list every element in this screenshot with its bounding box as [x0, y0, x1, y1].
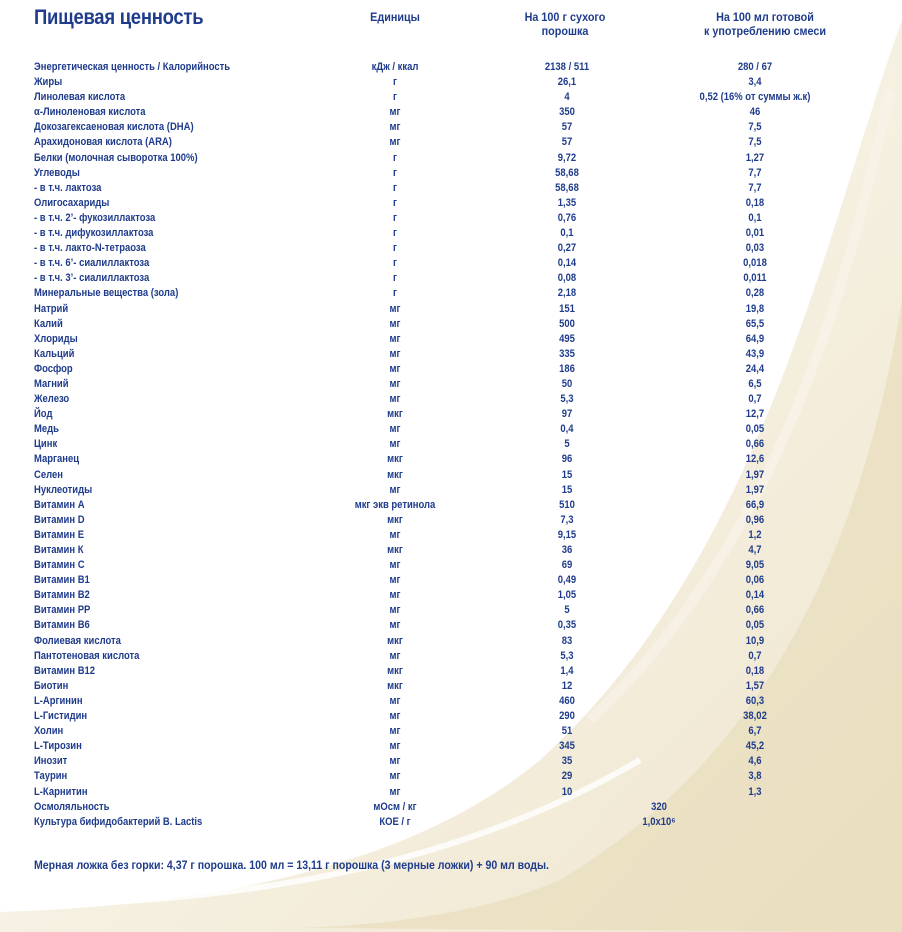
value-per-100ml-ready: 60,3: [745, 694, 765, 707]
nutrient-name: Фосфор: [34, 362, 73, 375]
value-per-100g-dry: 9,15: [557, 528, 577, 541]
nutrient-unit: г: [393, 76, 397, 89]
nutrient-name: Хлориды: [34, 332, 78, 345]
value-per-100ml-ready: 0,28: [745, 287, 765, 300]
value-per-100ml-ready: 1,97: [745, 468, 765, 481]
nutrient-name: Витамин В2: [34, 589, 90, 602]
value-per-100g-dry: 83: [561, 634, 573, 647]
value-per-100g-dry: 335: [559, 347, 575, 360]
value-per-100ml-ready: 45,2: [745, 740, 765, 753]
nutrient-name: Марганец: [34, 453, 80, 466]
nutrient-name: - в т.ч. лакто-N-тетраоза: [34, 242, 146, 255]
value-per-100g-dry: 290: [559, 710, 575, 723]
nutrient-unit: мг: [389, 106, 401, 119]
table-row: [34, 271, 854, 286]
table-row: [34, 498, 854, 513]
nutrient-unit: г: [393, 166, 397, 179]
value-per-100ml-ready: 1,27: [745, 151, 765, 164]
value-per-100ml-ready: 12,7: [745, 408, 765, 421]
nutrition-table: [34, 60, 854, 830]
nutrient-name: L-Тирозин: [34, 740, 82, 753]
table-row: [34, 513, 854, 528]
value-per-100g-dry: 35: [561, 755, 573, 768]
value-per-100ml-ready: 0,18: [745, 664, 765, 677]
table-row: [34, 739, 854, 754]
nutrient-unit: мг: [389, 619, 401, 632]
nutrient-unit: мг: [389, 528, 401, 541]
value-per-100g-dry: 57: [561, 121, 573, 134]
nutrient-unit: мкг: [387, 408, 403, 421]
page-title: Пищевая ценность: [34, 6, 204, 29]
dry-header-line1: На 100 г сухого: [524, 10, 606, 24]
value-per-100g-dry: 10: [561, 785, 573, 798]
table-row: [34, 347, 854, 362]
nutrient-unit: мг: [389, 438, 401, 451]
table-row: [34, 528, 854, 543]
nutrient-name: Жиры: [34, 76, 63, 89]
table-row: [34, 769, 854, 784]
value-per-100ml-ready: 0,011: [743, 272, 767, 285]
nutrient-name: Арахидоновая кислота (ARA): [34, 136, 172, 149]
table-row: [34, 694, 854, 709]
table-row: [34, 377, 854, 392]
value-per-100ml-ready: 12,6: [745, 453, 765, 466]
value-per-100g-dry: 151: [559, 302, 575, 315]
table-row: [34, 105, 854, 120]
dry-header-line2: порошка: [541, 24, 589, 38]
nutrient-unit: мг: [389, 423, 401, 436]
nutrient-name: - в т.ч. лактоза: [34, 181, 102, 194]
value-per-100ml-ready: 1,3: [748, 785, 762, 798]
table-row: [34, 452, 854, 467]
nutrient-unit: мг: [389, 694, 401, 707]
value-per-100g-dry: 1,4: [560, 664, 574, 677]
value-per-100g-dry: 9,72: [557, 151, 577, 164]
value-per-100ml-ready: 64,9: [745, 332, 765, 345]
table-row: [34, 226, 854, 241]
nutrient-name: Йод: [34, 408, 53, 421]
nutrient-unit: мг: [389, 559, 401, 572]
value-per-100g-dry: 500: [559, 317, 575, 330]
table-row: [34, 75, 854, 90]
value-per-100ml-ready: 0,66: [745, 604, 765, 617]
value-per-100g-dry: 0,27: [557, 242, 577, 255]
value-per-100g-dry: 50: [561, 377, 573, 390]
value-per-100ml-ready: 66,9: [745, 498, 765, 511]
value-per-100ml-ready: 4,7: [748, 544, 762, 556]
nutrient-unit: г: [393, 181, 397, 194]
scoop-footnote: Мерная ложка без горки: 4,37 г порошка. 100 мл = 13,11 г порошка (3 мерные ложки) + 90 мл воды.: [34, 858, 549, 872]
nutrient-name: - в т.ч. 2’- фукозиллактоза: [34, 211, 156, 224]
nutrient-unit: мкг: [387, 513, 403, 526]
nutrient-unit: мг: [389, 604, 401, 617]
nutrient-name: Кальций: [34, 347, 75, 360]
nutrient-unit: мг: [389, 332, 401, 345]
nutrient-unit: г: [393, 91, 397, 104]
value-per-100ml-ready: 7,5: [748, 121, 762, 134]
value-per-100ml-ready: 0,01: [745, 227, 765, 240]
nutrient-name: L-Карнитин: [34, 785, 88, 798]
nutrient-unit: мг: [389, 317, 401, 330]
nutrient-unit: мг: [389, 377, 401, 390]
nutrient-unit: мг: [389, 649, 401, 662]
nutrient-name: Белки (молочная сыворотка 100%): [34, 151, 198, 164]
value-per-100ml-ready: 7,7: [748, 181, 762, 194]
value-per-100ml-ready: 0,05: [745, 423, 765, 436]
table-row: [34, 588, 854, 603]
value-per-100ml-ready: 0,7: [748, 393, 762, 406]
column-header-ready: [689, 10, 842, 38]
table-row: [34, 135, 854, 150]
table-row: [34, 649, 854, 664]
table-row: [34, 800, 854, 815]
value-per-100ml-ready: 9,05: [745, 559, 765, 572]
table-row: [34, 407, 854, 422]
nutrient-name: Минеральные вещества (зола): [34, 287, 179, 300]
table-row: [34, 483, 854, 498]
nutrient-name: Витамин В1: [34, 574, 90, 587]
nutrient-name: Витамин РР: [34, 604, 91, 617]
value-per-100g-dry: 345: [559, 740, 575, 753]
nutrient-name: Витамин Е: [34, 528, 85, 541]
table-row: [34, 241, 854, 256]
nutrient-name: L-Гистидин: [34, 710, 88, 723]
value-per-100ml-ready: 24,4: [745, 362, 765, 375]
nutrient-unit: мг: [389, 785, 401, 798]
value-per-100ml-ready: 19,8: [745, 302, 765, 315]
nutrient-unit: кДж / ккал: [371, 61, 419, 73]
value-per-100ml-ready: 3,4: [748, 76, 762, 89]
nutrient-name: α-Линоленовая кислота: [34, 106, 146, 119]
value-per-100ml-ready: 0,18: [745, 196, 765, 209]
value-per-100g-dry: 15: [561, 468, 573, 481]
nutrient-unit: мкг: [387, 468, 403, 481]
table-row: [34, 618, 854, 633]
nutrient-unit: мг: [389, 755, 401, 768]
value-per-100ml-ready: 38,02: [743, 710, 767, 723]
column-header-units: [359, 10, 431, 24]
value-per-100ml-ready: 0,66: [745, 438, 765, 451]
nutrient-unit: г: [393, 242, 397, 255]
table-row: [34, 302, 854, 317]
nutrient-unit: мг: [389, 362, 401, 375]
value-per-100g-dry: 0,14: [557, 257, 577, 270]
table-row: [34, 392, 854, 407]
value-per-100g-dry: 5,3: [560, 393, 574, 406]
nutrient-name: Витамин С: [34, 559, 85, 572]
nutrient-unit: мОсм / кг: [373, 800, 417, 813]
nutrient-unit: г: [393, 211, 397, 224]
ready-header-line1: На 100 мл готовой: [716, 10, 814, 24]
nutrient-unit: мг: [389, 770, 401, 783]
value-per-100ml-ready: 0,05: [745, 619, 765, 632]
table-row: [34, 573, 854, 588]
table-row: [34, 90, 854, 105]
table-row: [34, 60, 854, 75]
table-row: [34, 286, 854, 301]
nutrient-unit: мг: [389, 710, 401, 723]
nutrient-name: Линолевая кислота: [34, 91, 126, 104]
nutrient-name: Витамин В6: [34, 619, 90, 632]
nutrient-name: Олигосахариды: [34, 196, 110, 209]
value-per-100g-dry: 1,35: [557, 196, 577, 209]
table-row: [34, 558, 854, 573]
value-per-100g-dry: 460: [559, 694, 575, 707]
nutrient-unit: мкг: [387, 634, 403, 647]
nutrient-unit: г: [393, 272, 397, 285]
table-row: [34, 317, 854, 332]
column-header-dry: [507, 10, 624, 38]
table-row: [34, 181, 854, 196]
value-per-100g-dry: 2138 / 511: [544, 61, 590, 73]
ready-header-line2: к употреблению смеси: [703, 24, 827, 38]
value-per-100ml-ready: 0,03: [745, 242, 765, 255]
units-header-label: Единицы: [370, 10, 420, 24]
nutrient-name: Витамин В12: [34, 664, 96, 677]
nutrient-unit: мг: [389, 136, 401, 149]
table-row: [34, 664, 854, 679]
value-per-100g-dry: 495: [559, 332, 575, 345]
value-per-100ml-ready: 1,97: [745, 483, 765, 496]
value-per-100ml-ready: 6,7: [748, 725, 762, 738]
nutrient-unit: мг: [389, 589, 401, 602]
nutrient-unit: г: [393, 287, 397, 300]
nutrient-unit: мг: [389, 740, 401, 753]
value-per-100g-dry: 510: [559, 498, 575, 511]
value-per-100g-dry: 58,68: [555, 166, 579, 179]
nutrient-name: Докозагексаеновая кислота (DHA): [34, 121, 194, 134]
table-row: [34, 724, 854, 739]
table-row: [34, 437, 854, 452]
table-row: [34, 362, 854, 377]
nutrient-value: 1,0x10⁶: [642, 815, 676, 828]
nutrient-unit: мг: [389, 574, 401, 587]
value-per-100g-dry: 2,18: [557, 287, 577, 300]
nutrient-name: Железо: [34, 393, 70, 406]
nutrient-unit: мкг экв ретинола: [354, 498, 436, 511]
value-per-100ml-ready: 0,018: [743, 257, 767, 270]
table-row: [34, 332, 854, 347]
value-per-100g-dry: 1,05: [557, 589, 577, 602]
nutrient-name: - в т.ч. 3’- сиалиллактоза: [34, 272, 150, 285]
value-per-100g-dry: 0,4: [560, 423, 574, 436]
value-per-100ml-ready: 7,7: [748, 166, 762, 179]
value-per-100ml-ready: 0,7: [748, 649, 762, 662]
nutrient-name: Таурин: [34, 770, 68, 783]
nutrient-name: Витамин А: [34, 498, 85, 511]
value-per-100g-dry: 5: [564, 438, 570, 451]
nutrient-name: Калий: [34, 317, 63, 330]
nutrient-name: L-Аргинин: [34, 694, 83, 707]
nutrient-name: Натрий: [34, 302, 69, 315]
table-row: [34, 120, 854, 135]
value-per-100ml-ready: 46: [749, 106, 761, 119]
nutrient-name: Осмоляльность: [34, 800, 110, 813]
table-row: [34, 211, 854, 226]
value-per-100g-dry: 0,1: [560, 227, 574, 240]
nutrient-name: - в т.ч. дифукозиллактоза: [34, 227, 154, 240]
table-row: [34, 196, 854, 211]
value-per-100g-dry: 12: [561, 679, 573, 692]
nutrient-name: Медь: [34, 423, 59, 436]
nutrient-name: Селен: [34, 468, 63, 481]
value-per-100ml-ready: 0,96: [745, 513, 765, 526]
table-row: [34, 709, 854, 724]
nutrient-name: Фолиевая кислота: [34, 634, 121, 647]
value-per-100g-dry: 69: [561, 559, 573, 572]
nutrient-name: Пантотеновая кислота: [34, 649, 140, 662]
value-per-100g-dry: 0,08: [557, 272, 577, 285]
value-per-100g-dry: 57: [561, 136, 573, 149]
nutrient-value: 320: [651, 800, 667, 813]
value-per-100ml-ready: 0,1: [748, 211, 762, 224]
table-row: [34, 815, 854, 830]
value-per-100ml-ready: 0,06: [745, 574, 765, 587]
nutrient-name: Нуклеотиды: [34, 483, 93, 496]
table-row: [34, 543, 854, 558]
nutrient-unit: мг: [389, 393, 401, 406]
value-per-100ml-ready: 280 / 67: [737, 61, 773, 73]
nutrient-name: Цинк: [34, 438, 58, 451]
table-row: [34, 422, 854, 437]
value-per-100g-dry: 0,49: [557, 574, 577, 587]
value-per-100g-dry: 15: [561, 483, 573, 496]
value-per-100g-dry: 5: [564, 604, 570, 617]
nutrient-unit: г: [393, 227, 397, 240]
nutrient-unit: мг: [389, 483, 401, 496]
value-per-100g-dry: 4: [564, 91, 570, 104]
nutrient-unit: мг: [389, 121, 401, 134]
table-row: [34, 785, 854, 800]
value-per-100g-dry: 5,3: [560, 649, 574, 662]
value-per-100g-dry: 186: [559, 362, 575, 375]
value-per-100ml-ready: 10,9: [745, 634, 765, 647]
value-per-100ml-ready: 6,5: [748, 377, 762, 390]
nutrient-unit: мг: [389, 725, 401, 738]
value-per-100g-dry: 7,3: [560, 513, 574, 526]
value-per-100ml-ready: 3,8: [748, 770, 762, 783]
nutrient-unit: г: [393, 196, 397, 209]
value-per-100ml-ready: 1,2: [748, 528, 762, 541]
value-per-100ml-ready: 1,57: [745, 679, 765, 692]
nutrient-name: Углеводы: [34, 166, 80, 179]
value-per-100g-dry: 96: [561, 453, 573, 466]
nutrient-name: Холин: [34, 725, 64, 738]
nutrient-unit: мкг: [387, 664, 403, 677]
value-per-100g-dry: 0,76: [557, 211, 577, 224]
nutrient-unit: КОЕ / г: [379, 815, 411, 828]
nutrient-name: Биотин: [34, 679, 69, 692]
table-row: [34, 679, 854, 694]
value-per-100g-dry: 0,35: [557, 619, 577, 632]
nutrient-name: Магний: [34, 377, 69, 390]
table-row: [34, 754, 854, 769]
value-per-100ml-ready: 0,14: [745, 589, 765, 602]
value-per-100g-dry: 350: [559, 106, 575, 119]
value-per-100g-dry: 97: [561, 408, 573, 421]
value-per-100ml-ready: 4,6: [748, 755, 762, 768]
table-row: [34, 256, 854, 271]
nutrient-unit: г: [393, 257, 397, 270]
value-per-100ml-ready: 43,9: [745, 347, 765, 360]
nutrient-unit: мкг: [387, 453, 403, 466]
nutrient-name: Витамин К: [34, 544, 84, 556]
table-row: [34, 468, 854, 483]
value-per-100g-dry: 58,68: [555, 181, 579, 194]
nutrient-name: Витамин D: [34, 513, 85, 526]
value-per-100g-dry: 26,1: [557, 76, 577, 89]
value-per-100ml-ready: 0,52 (16% от суммы ж.к): [699, 91, 811, 104]
table-row: [34, 166, 854, 181]
nutrient-name: Инозит: [34, 755, 68, 768]
value-per-100g-dry: 29: [561, 770, 573, 783]
nutrient-unit: мкг: [387, 544, 403, 556]
value-per-100ml-ready: 7,5: [748, 136, 762, 149]
nutrient-unit: мкг: [387, 679, 403, 692]
nutrient-unit: мг: [389, 302, 401, 315]
table-row: [34, 603, 854, 618]
value-per-100g-dry: 51: [561, 725, 573, 738]
value-per-100g-dry: 36: [561, 544, 573, 556]
nutrient-name: Культура бифидобактерий B. Lactis: [34, 815, 203, 828]
nutrient-name: Энергетическая ценность / Калорийность: [34, 61, 231, 73]
nutrient-unit: мг: [389, 347, 401, 360]
table-row: [34, 151, 854, 166]
table-row: [34, 634, 854, 649]
value-per-100ml-ready: 65,5: [745, 317, 765, 330]
nutrient-unit: г: [393, 151, 397, 164]
nutrient-name: - в т.ч. 6’- сиалиллактоза: [34, 257, 150, 270]
